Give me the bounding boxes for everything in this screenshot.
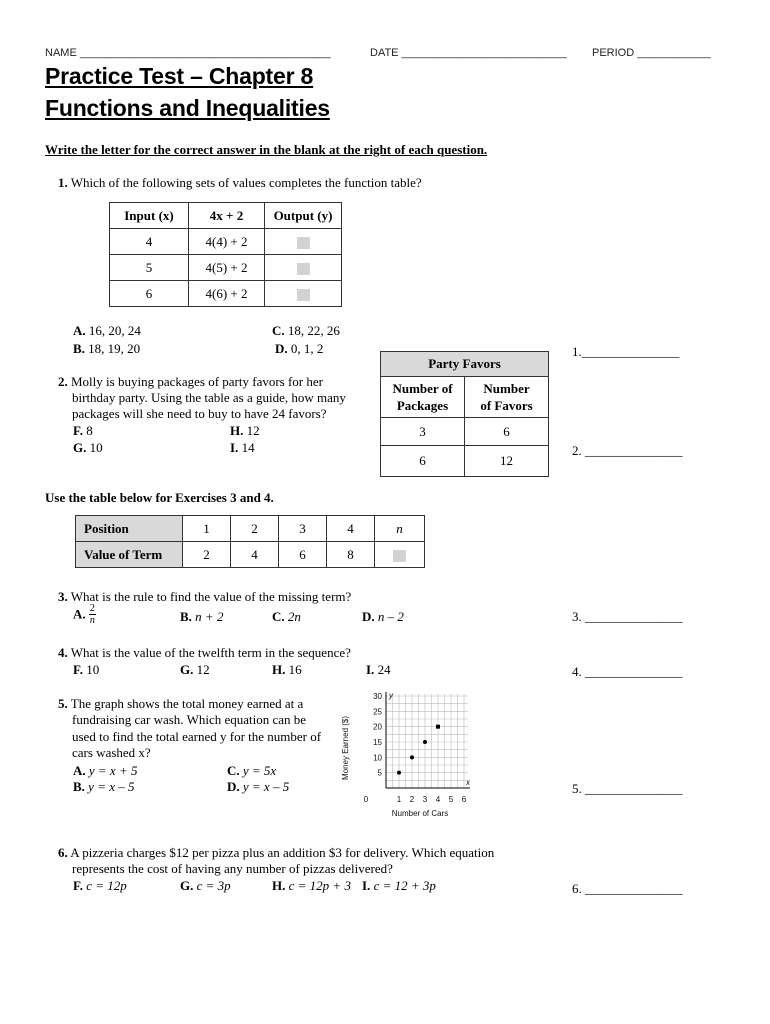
x-axis-label: Number of Cars xyxy=(391,809,449,818)
sequence-cell: 6 xyxy=(279,542,327,568)
function-table-cell: 4(4) + 2 xyxy=(189,229,265,255)
y-tick-label: 5 xyxy=(377,768,382,778)
q5-line: cars washed x? xyxy=(72,745,151,760)
name-field-label: NAME _________________________________________ xyxy=(45,47,331,59)
q2-choice-h: H. 12 xyxy=(230,423,260,438)
q4-choice-i: I. 24 xyxy=(366,662,391,677)
missing-output-box xyxy=(265,281,342,307)
car-wash-graph xyxy=(338,688,470,822)
party-favors-cell: 6 xyxy=(381,446,465,477)
party-favors-cell: 6 xyxy=(465,418,549,446)
q2-choice-g: G. 10 xyxy=(73,440,103,455)
ex34-intro: Use the table below for Exercises 3 and 4. xyxy=(45,490,274,505)
instructions: Write the letter for the correct answer in the blank at the right of each question. xyxy=(45,142,488,157)
party-favors-table xyxy=(380,351,549,477)
q1-choice-a: A. 16, 20, 24 xyxy=(73,323,141,338)
party-favors-header: Number of Favors xyxy=(465,377,549,418)
party-favors-title: Party Favors xyxy=(381,352,549,377)
data-point xyxy=(423,740,427,744)
party-favors-cell: 3 xyxy=(381,418,465,446)
party-favors-header: Number of Packages xyxy=(381,377,465,418)
answer-blank-2[interactable]: 2. _______________ xyxy=(572,443,683,458)
q1-text: Which of the following sets of values completes the function table? xyxy=(70,175,422,190)
y-tick-label: 15 xyxy=(373,738,382,747)
y-tick-label: 20 xyxy=(373,722,382,732)
q2-choice-f: F. 8 xyxy=(73,423,93,438)
y-tick-label: 30 xyxy=(373,692,382,701)
graph-ticks xyxy=(364,692,467,804)
x-tick-label: 0 xyxy=(363,795,369,804)
answer-blank-1[interactable]: 1._______________ xyxy=(572,344,680,359)
q2-choice-i: I. 14 xyxy=(230,440,255,455)
q5-choice-a: A. y = x + 5 xyxy=(73,763,138,778)
answer-blank-4[interactable]: 4. _______________ xyxy=(572,664,683,679)
q3-choice-d: D. n – 2 xyxy=(362,609,404,624)
x-tick-label: 6 xyxy=(461,795,467,804)
y-tick-label: 25 xyxy=(373,707,382,717)
q6-line: 6. A pizzeria charges $12 per pizza plus an addition $3 for delivery. Which equation xyxy=(58,845,495,860)
q5-choice-c: C. y = 5x xyxy=(227,763,277,778)
q3-choice-c: C. 2n xyxy=(272,609,301,624)
sequence-cell: 2 xyxy=(183,542,231,568)
q2-line: 2. Molly is buying packages of party favors for her xyxy=(58,374,323,389)
q3-choice-a: A. $\frac{2}{n}$ xyxy=(73,603,95,626)
sequence-row-label: Position xyxy=(76,516,183,542)
answer-blank-6[interactable]: 6. _______________ xyxy=(572,881,683,896)
q4-choice-h: H. 16 xyxy=(272,662,302,677)
q5-line: 5. The graph shows the total money earned at a xyxy=(58,696,304,711)
q6-choice-g: G. c = 3p xyxy=(180,878,231,893)
missing-output-box xyxy=(265,229,342,255)
sequence-cell: n xyxy=(375,516,425,542)
q1-choice-c: C. 18, 22, 26 xyxy=(272,323,340,338)
q6-choice-f: F. c = 12p xyxy=(73,878,127,893)
function-table xyxy=(109,202,342,307)
function-table-cell: 4(5) + 2 xyxy=(189,255,265,281)
q6-choice-h: H. c = 12p + 3 xyxy=(272,878,351,893)
sequence-row-label: Value of Term xyxy=(76,542,183,568)
function-table-cell: 6 xyxy=(110,281,189,307)
function-table-header: Output (y) xyxy=(265,203,342,229)
q5-choice-b: B. y = x – 5 xyxy=(73,779,135,794)
sequence-cell: 8 xyxy=(327,542,375,568)
missing-term-box xyxy=(375,542,425,568)
q4-prompt: 4. What is the value of the twelfth term in the sequence? xyxy=(58,645,351,660)
page-title-line2: Functions and Inequalities xyxy=(45,95,330,121)
x-tick-label: 1 xyxy=(396,795,402,804)
answer-blank-3[interactable]: 3. _______________ xyxy=(572,609,683,624)
q1-choice-b: B. 18, 19, 20 xyxy=(73,341,141,356)
sequence-cell: 4 xyxy=(327,516,375,542)
q5-line: used to find the total earned y for the number of xyxy=(72,729,322,744)
q4-choice-f: F. 10 xyxy=(73,662,100,677)
function-table-header: Input (x) xyxy=(110,203,189,229)
q2-line: birthday party. Using the table as a guide, how many xyxy=(72,390,346,405)
function-table-cell: 4 xyxy=(110,229,189,255)
data-point xyxy=(397,771,401,775)
x-tick-label: 4 xyxy=(435,795,441,804)
answer-blank-5[interactable]: 5. _______________ xyxy=(572,781,683,796)
q5-line: fundraising car wash. Which equation can be xyxy=(72,712,307,727)
q2-line: packages will she need to buy to have 24 favors? xyxy=(72,406,327,421)
page-title-line1: Practice Test – Chapter 8 xyxy=(45,63,314,89)
q1-choice-d: D. 0, 1, 2 xyxy=(275,341,324,356)
q6-choice-i: I. c = 12 + 3p xyxy=(362,878,436,893)
q3-prompt: 3. What is the rule to find the value of the missing term? xyxy=(58,589,352,604)
function-table-header: 4x + 2 xyxy=(189,203,265,229)
sequence-cell: 1 xyxy=(183,516,231,542)
sequence-cell: 2 xyxy=(231,516,279,542)
y-axis-letter: y xyxy=(389,691,393,700)
q5-choice-d: D. y = x – 5 xyxy=(227,779,290,794)
data-point xyxy=(410,755,414,759)
function-table-cell: 4(6) + 2 xyxy=(189,281,265,307)
sequence-cell: 4 xyxy=(231,542,279,568)
y-tick-label: 10 xyxy=(373,753,382,763)
sequence-cell: 3 xyxy=(279,516,327,542)
q1-number: 1. xyxy=(58,175,68,190)
y-axis-label: Money Earned ($) xyxy=(341,715,350,781)
q1-prompt xyxy=(58,175,422,191)
function-table-cell: 5 xyxy=(110,255,189,281)
missing-output-box xyxy=(265,255,342,281)
period-field-label: PERIOD ____________ xyxy=(592,47,711,59)
q6-line: represents the cost of having any number of pizzas delivered? xyxy=(72,861,393,876)
x-tick-label: 3 xyxy=(422,795,428,804)
x-axis-letter: x xyxy=(466,778,470,787)
q3-choice-b: B. n + 2 xyxy=(180,609,224,624)
data-point xyxy=(436,725,440,729)
x-tick-label: 2 xyxy=(409,795,415,804)
q4-choice-g: G. 12 xyxy=(180,662,210,677)
x-tick-label: 5 xyxy=(448,795,454,804)
party-favors-cell: 12 xyxy=(465,446,549,477)
sequence-table xyxy=(75,515,425,568)
date-field-label: DATE ___________________________ xyxy=(370,47,567,59)
